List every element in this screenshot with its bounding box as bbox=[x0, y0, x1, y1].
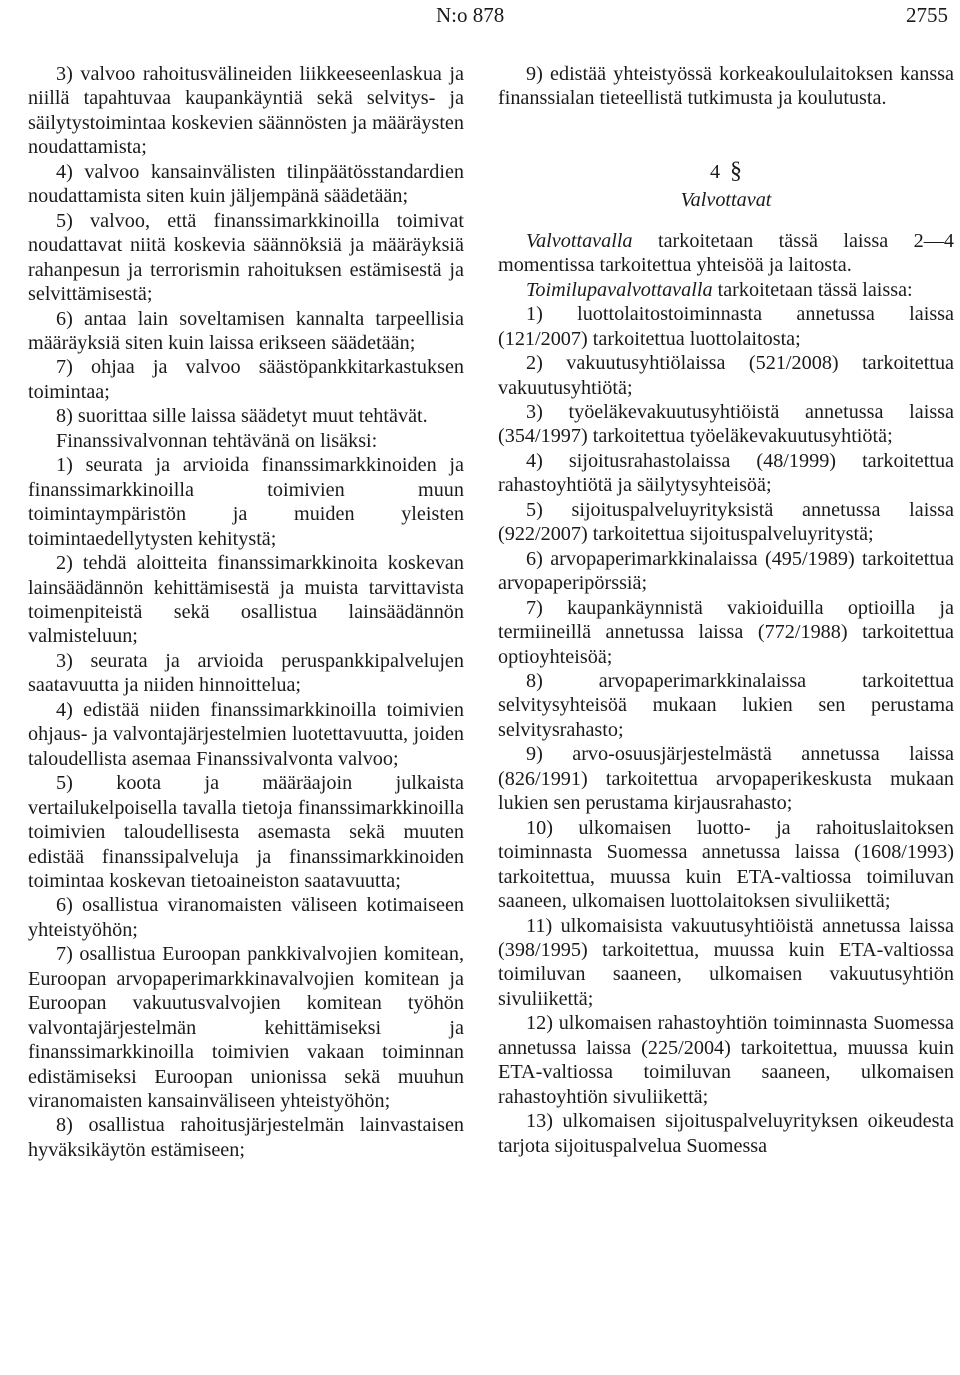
list-item: 7) kaupankäynnistä vakioiduilla optioilla ja termiineillä annetussa laissa (772/1988) tarkoitettua optioyhteisöä; bbox=[498, 596, 954, 668]
section-heading bbox=[498, 159, 954, 184]
list-item: 9) arvo-osuusjärjestelmästä annetussa laissa (826/1991) tarkoitettua arvopaperikeskusta mukaan lukien sen perustama kirjausrahasto; bbox=[498, 743, 954, 815]
section-title: Valvottavat bbox=[680, 189, 772, 212]
section-sign: § bbox=[730, 157, 743, 184]
definition-text: tarkoitetaan tässä laissa 2—4 momentissa tarkoitettua yhteisöä ja laitosta. bbox=[498, 229, 954, 277]
paragraph: 5) koota ja määräajoin julkaista vertailukelpoisella tavalla tietoja finanssimarkkinoilla toimivien taloudellisesta asemasta sekä muuten edistää finanssipalveluja ja finanssimarkkinoiden toimintaa koskevan tietoaineiston saatavuutta; bbox=[28, 772, 464, 892]
paragraph: 4) valvoo kansainvälisten tilinpäätösstandardien noudattamista siten kuin jäljempänä säädetään; bbox=[28, 160, 464, 208]
list-item: 6) arvopaperimarkkinalaissa (495/1989) tarkoitettua arvopaperipörssiä; bbox=[498, 547, 954, 595]
definition-text: tarkoitetaan tässä laissa: bbox=[712, 278, 913, 301]
left-column bbox=[28, 62, 464, 1162]
paragraph: 3) seurata ja arvioida peruspankkipalvelujen saatavuutta ja niiden hinnoittelua; bbox=[28, 649, 464, 697]
list-item: 1) luottolaitostoiminnasta annetussa laissa (121/2007) tarkoitettua luottolaitosta; bbox=[498, 303, 954, 350]
paragraph: Finanssivalvonnan tehtävänä on lisäksi: bbox=[56, 429, 378, 452]
list-item: 5) sijoituspalveluyrityksistä annetussa laissa (922/2007) tarkoitettua sijoituspalveluyritystä; bbox=[498, 498, 954, 546]
paragraph: 7) osallistua Euroopan pankkivalvojien komitean, Euroopan arvopaperimarkkinavalvojien komitean ja Euroopan vakuutusvalvojien komitean työhön valvontajärjestelmän kehittämiseksi ja finanssimarkkinoilla toimivien vakaan toiminnan edistämiseksi Euroopan unionissa sekä muuhun viranomaisten kansainväliseen yhteistyöhön; bbox=[28, 943, 464, 1113]
defined-term: Valvottavalla bbox=[526, 229, 633, 252]
definition-paragraph bbox=[498, 278, 954, 302]
list-item: 10) ulkomaisen luotto- ja rahoituslaitoksen toiminnasta Suomessa annetussa laissa (1608/1993) tarkoitettua, muussa kuin ETA-valtiossa toimiluvan saaneen, ulkomaisen luottolaitoksen sivuliikettä; bbox=[498, 816, 954, 913]
section-number: 4 bbox=[709, 160, 721, 183]
list-item: 12) ulkomaisen rahastoyhtiön toiminnasta Suomessa annetussa laissa (225/2004) tarkoitettua, muussa kuin ETA-valtiossa toimiluvan saaneen, ulkomaisen rahastoyhtiön sivuliikettä; bbox=[498, 1012, 954, 1108]
paragraph: 7) ohjaa ja valvoo säästöpankkitarkastuksen toimintaa; bbox=[28, 356, 464, 403]
list-item: 2) vakuutusyhtiölaissa (521/2008) tarkoitettua vakuutusyhtiötä; bbox=[498, 352, 954, 399]
paragraph: 1) seurata ja arvioida finanssimarkkinoiden ja finanssimarkkinoilla toimivien muun toimintaympäristön ja muiden yleisten toimintaedellytysten kehitystä; bbox=[28, 454, 464, 550]
paragraph: 9) edistää yhteistyössä korkeakoululaitoksen kanssa finanssialan tieteellistä tutkimusta ja koulutusta. bbox=[498, 63, 954, 110]
paragraph: 6) osallistua viranomaisten väliseen kotimaiseen yhteistyöhön; bbox=[28, 894, 464, 941]
right-column bbox=[498, 62, 954, 1158]
paragraph: 8) suorittaa sille laissa säädetyt muut tehtävät. bbox=[56, 405, 428, 428]
list-item: 8) arvopaperimarkkinalaissa tarkoitettua selvitysyhteisöä mukaan lukien sen perustama selvitysrahasto; bbox=[498, 669, 954, 741]
list-item: 13) ulkomaisen sijoituspalveluyrityksen oikeudesta tarjota sijoituspalvelua Suomessa bbox=[498, 1110, 954, 1157]
page-number: 2755 bbox=[906, 3, 948, 27]
defined-term: Toimilupavalvottavalla bbox=[526, 278, 713, 301]
paragraph: 2) tehdä aloitteita finanssimarkkinoita koskevan lainsäädännön kehittämisestä ja muista tarvittavista toimenpiteistä sekä osallistua lainsäädännön valmisteluun; bbox=[28, 552, 464, 648]
list-item: 3) työeläkevakuutusyhtiöistä annetussa laissa (354/1997) tarkoitettua työeläkevakuutusyhtiötä; bbox=[498, 400, 954, 448]
page-header bbox=[0, 0, 960, 34]
paragraph: 3) valvoo rahoitusvälineiden liikkeeseenlaskua ja niillä tapahtuvaa kaupankäyntiä sekä selvitys- ja säilytystoimintaa koskevien säännösten ja määräysten noudattamista; bbox=[28, 63, 464, 159]
paragraph: 8) osallistua rahoitusjärjestelmän lainvastaisen hyväksikäytön estämiseen; bbox=[28, 1114, 464, 1161]
paragraph: 6) antaa lain soveltamisen kannalta tarpeellisia määräyksiä siten kuin laissa erikseen säädetään; bbox=[28, 307, 464, 354]
document-number: N:o 878 bbox=[436, 3, 505, 27]
definition-paragraph bbox=[498, 229, 954, 278]
list-item: 4) sijoitusrahastolaissa (48/1999) tarkoitettua rahastoyhtiötä ja säilytysyhteisöä; bbox=[498, 449, 954, 497]
paragraph: 4) edistää niiden finanssimarkkinoilla toimivien ohjaus- ja valvontajärjestelmien luotettavuutta, joiden taloudellista asemaa Finanssivalvonta valvoo; bbox=[28, 698, 464, 770]
list-item: 11) ulkomaisista vakuutusyhtiöistä annetussa laissa (398/1995) tarkoitettua, muussa kuin ETA-valtiossa toimiluvan saaneen, ulkomaisen vakuutusyhtiön sivuliikettä; bbox=[498, 914, 954, 1010]
paragraph: 5) valvoo, että finanssimarkkinoilla toimivat noudattavat niitä koskevia säännöksiä ja määräyksiä rahanpesun ja terrorismin rahoituksen estämisestä ja selvittämisestä; bbox=[28, 209, 464, 306]
